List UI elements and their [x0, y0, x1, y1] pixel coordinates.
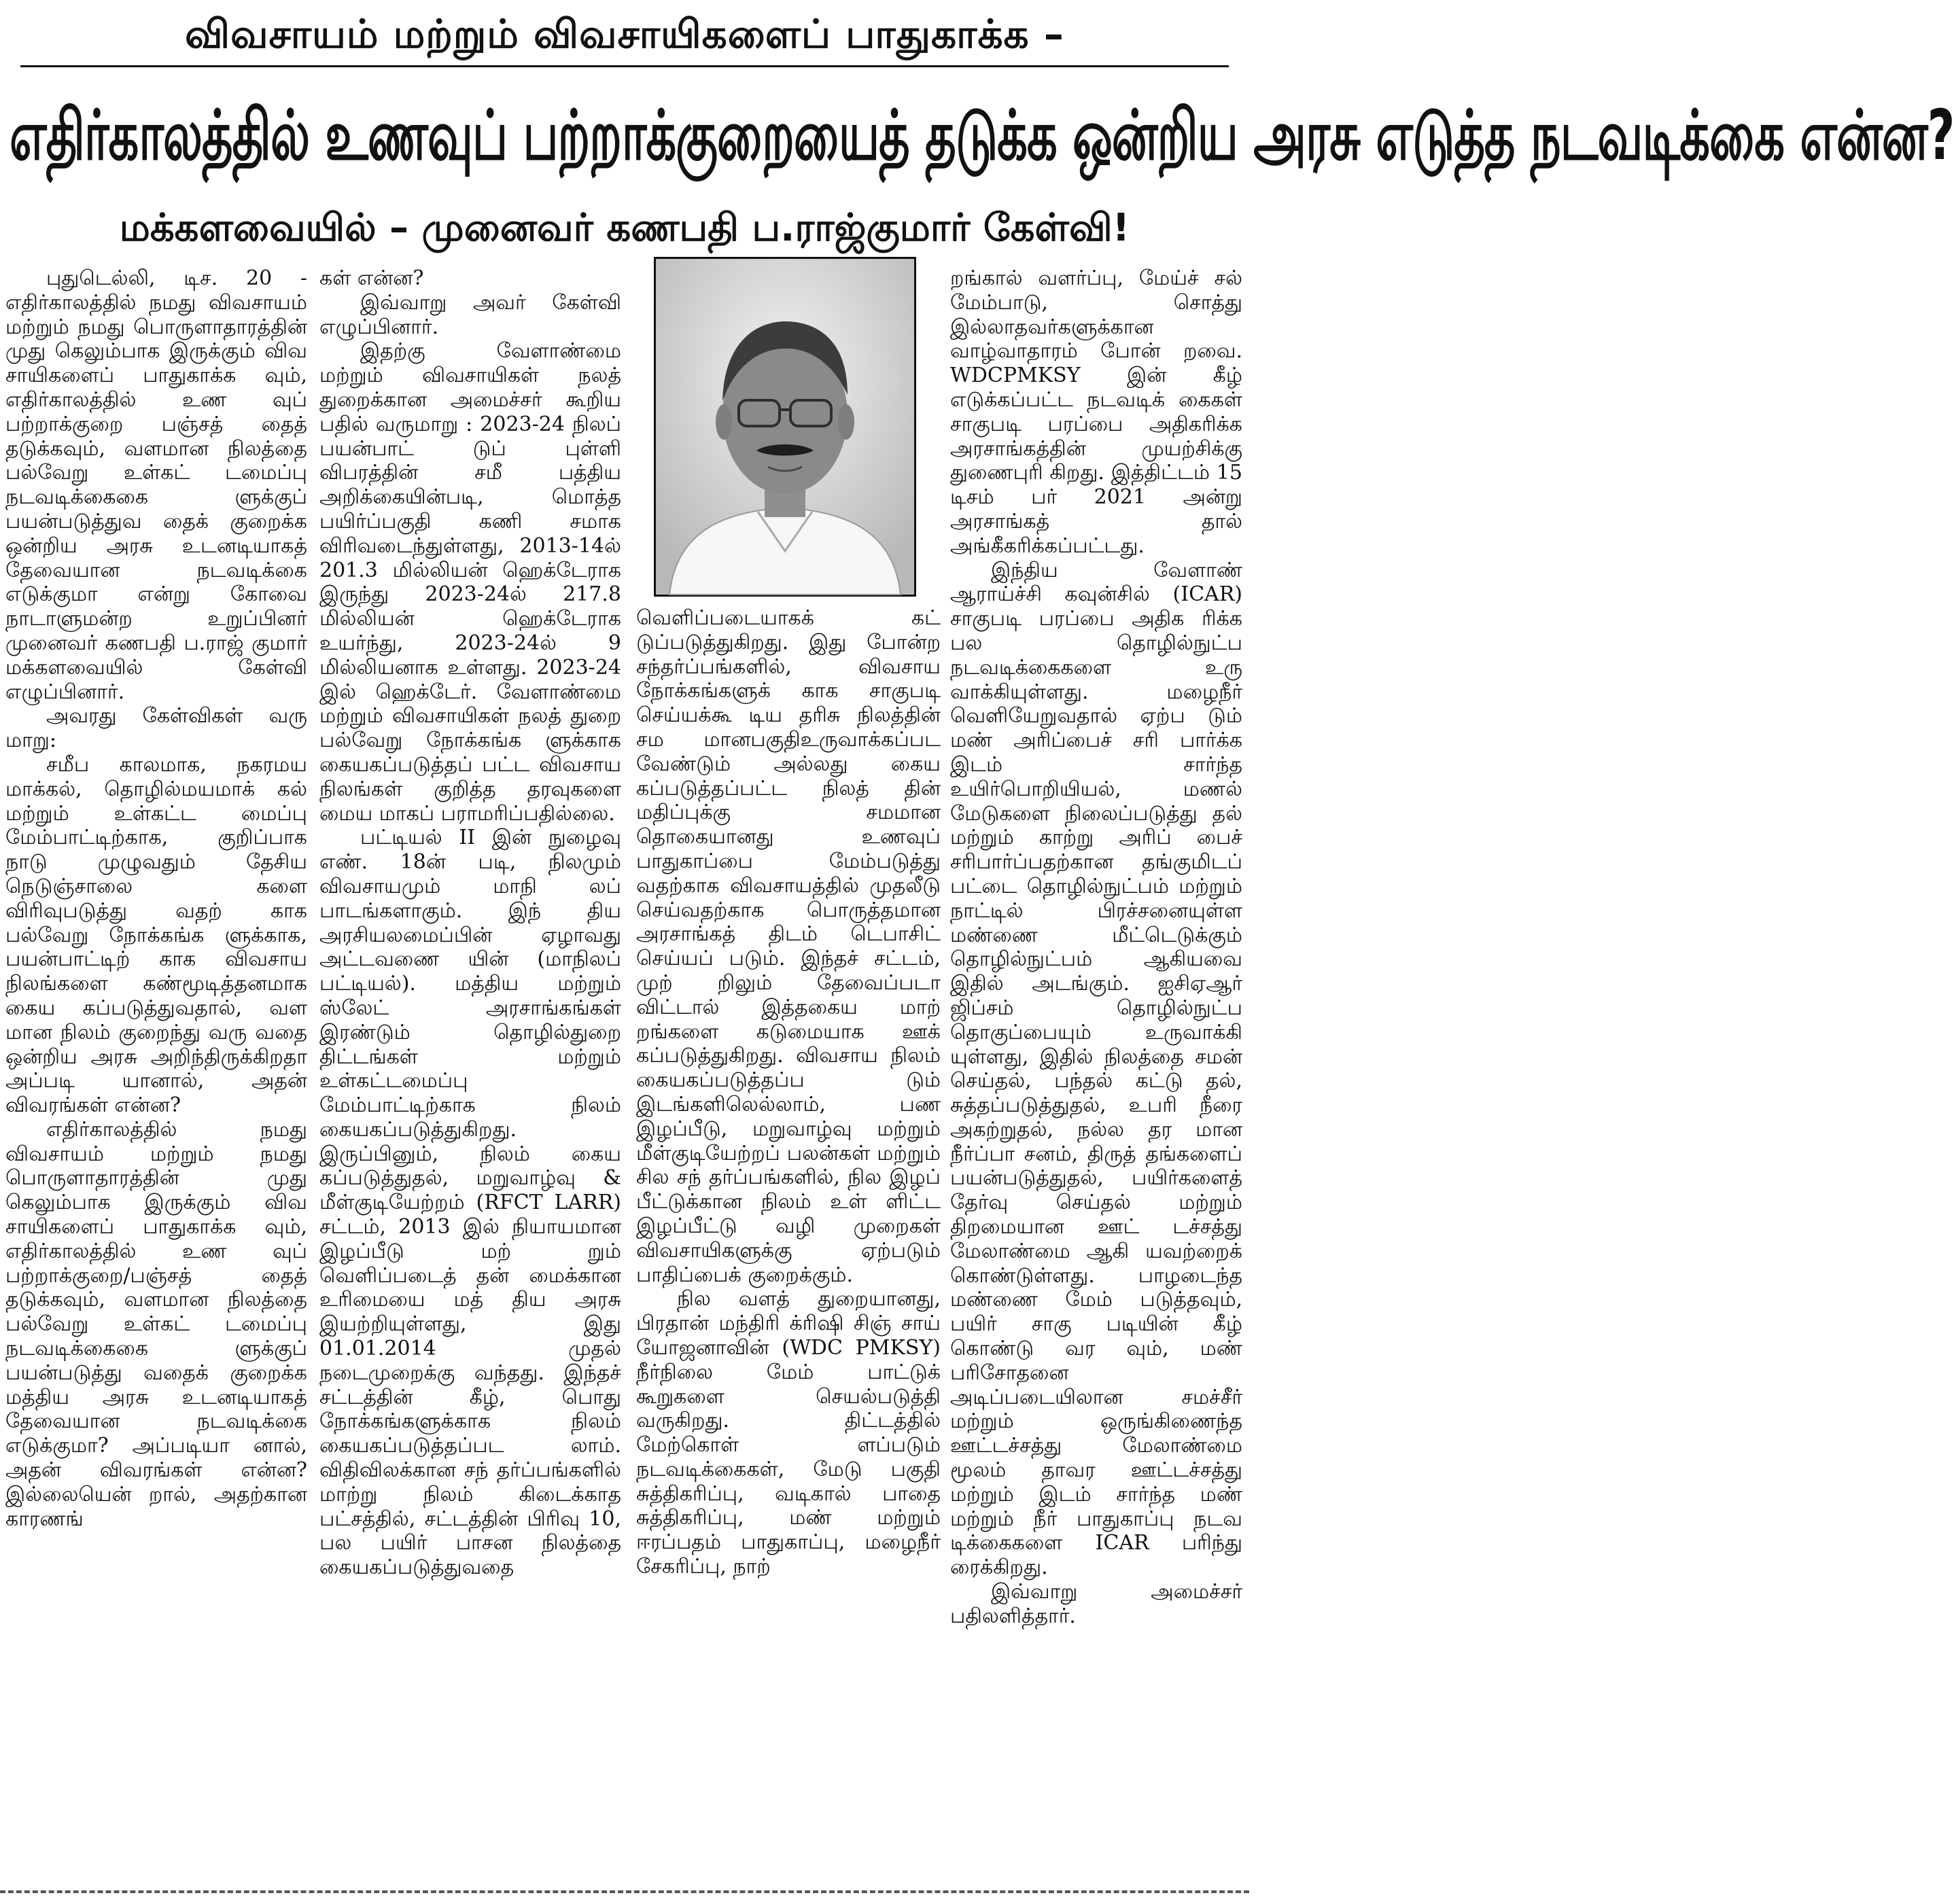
column-2-paragraph-3: இதற்கு வேளாண்மை மற்றும் விவசாயிகள் நலத் துறைக்கான அமைச்சர் கூறிய பதில் வருமாறு : 2023-24 நிலப் பயன்பாட் டுப் புள்ளி விபரத்தின் சமீ பத்திய அறிக்கையின்படி, மொத்த பயிர்ப்பகுதி கணி சமாக விரிவடைந்துள்ளது, 2013-14ல் 201.3 மில்லியன் ஹெக்டேராக இருந்து 2023-24ல் 217.8 மில்லியன் ஹெக்டேராக உயர்ந்து, 2023-24ல் 9 மில்லியனாக உள்ளது. 2023-24 இல் ஹெக்டேர். வேளாண்மை மற்றும் விவசாயிகள் நலத் துறை பல்வேறு நோக்கங்க ளுக்காக கையகப்படுத்தப் பட்ட விவசாய நிலங்கள் குறித்த தரவுகளை மைய மாகப் பராமரிப்பதில்லை.	[319, 339, 621, 826]
column-4-paragraph-3: இவ்வாறு அமைச்சர் பதிலளித்தார்.	[950, 1580, 1242, 1628]
column-1-paragraph-3: சமீப காலமாக, நகரமய மாக்கல், தொழில்மயமாக் கல் மற்றும் உள்கட்ட மைப்பு மேம்பாட்டிற்காக, குறிப்பாக நாடு முழுவதும் தேசிய நெடுஞ்சாலை களை விரிவுபடுத்து வதற் காக பல்வேறு நோக்கங்க ளுக்காக, பயன்பாட்டிற் காக விவசாய நிலங்களை கண்மூடித்தனமாக கைய கப்படுத்துவதால், வள மான நிலம் குறைந்து வரு வதை ஒன்றிய அரசு அறிந்திருக்கிறதா அப்படி யானால், அதன் விவரங்கள் என்ன?	[5, 752, 307, 1118]
portrait-photo	[654, 257, 916, 597]
column-3-paragraph-2: நில வளத் துறையானது, பிரதான் மந்திரி க்ரிஷி சிஞ் சாய் யோஜனாவின் (WDC PMKSY) நீர்நிலை மேம் பாட்டுக் கூறுகளை செயல்படுத்தி வருகிறது. திட்டத்தில் மேற்கொள் ளப்படும் நடவடிக்கைகள், மேடு பகுதி சுத்திகரிப்பு, வடிகால் பாதை சுத்திகரிப்பு, மண் மற்றும் ஈரப்பதம் பாதுகாப்பு, மழைநீர் சேகரிப்பு, நாற்	[636, 1287, 941, 1579]
article-column-4	[950, 266, 1242, 1875]
article-column-1	[5, 266, 307, 1875]
column-3-paragraph-1: வெளிப்படையாகக் கட் டுப்படுத்துகிறது. இது போன்ற சந்தர்ப்பங்களில், விவசாய நோக்கங்களுக் காக சாகுபடி செய்யக்கூ டிய தரிசு நிலத்தின் சம மானபகுதிஉருவாக்கப்பட வேண்டும் அல்லது கைய கப்படுத்தப்பட்ட நிலத் தின் மதிப்புக்கு சமமான தொகையானது உணவுப் பாதுகாப்பை மேம்படுத்து வதற்காக விவசாயத்தில் முதலீடு செய்வதற்காக பொருத்தமான அரசாங்கத் திடம் டெபாசிட் செய்யப் படும். இந்தச் சட்டம், முற் றிலும் தேவைப்படா விட்டால் இத்தகைய மாற் றங்களை கடுமையாக ஊக் கப்படுத்துகிறது. விவசாய நிலம் கையகப்படுத்தப்ப டும் இடங்களிலெல்லாம், பண இழப்பீடு, மறுவாழ்வு மற்றும் மீள்குடியேற்றப் பலன்கள் மற்றும் சில சந் தர்ப்பங்களில், நில இழப் பீட்டுக்கான நிலம் உள் ளிட்ட இழப்பீட்டு வழி முறைகள் விவசாயிகளுக்கு ஏற்படும் பாதிப்பைக் குறைக்கும்.	[636, 606, 941, 1287]
column-4-paragraph-2: இந்திய வேளாண் ஆராய்ச்சி கவுன்சில் (ICAR) சாகுபடி பரப்பை அதிக ரிக்க பல தொழில்நுட்ப நடவடிக்கைகளை உரு வாக்கியுள்ளது. மழைநீர் வெளியேறுவதால் ஏற்ப டும் மண் அரிப்பைச் சரி பார்க்க இடம் சார்ந்த உயிர்பொறியியல், மணல் மேடுகளை நிலைப்படுத்து தல் மற்றும் காற்று அரிப் பைச் சரிபார்ப்பதற்கான தங்குமிடப் பட்டை தொழில்நுட்பம் மற்றும் நாட்டில் பிரச்சனையுள்ள மண்ணை மீட்டெடுக்கும் தொழில்நுட்பம் ஆகியவை இதில் அடங்கும். ஐசிஏஆர் ஜிப்சம் தொழில்நுட்ப தொகுப்பையும் உருவாக்கி யுள்ளது, இதில் நிலத்தை சமன் செய்தல், பந்தல் கட்டு தல், சுத்தப்படுத்துதல், உபரி நீரை அகற்றுதல், நல்ல தர மான நீர்ப்பா சனம், திருத் தங்களைப் பயன்படுத்துதல், பயிர்களைத் தேர்வு செய்தல் மற்றும் திறமையான ஊட் டச்சத்து மேலாண்மை ஆகி யவற்றைக் கொண்டுள்ளது. பாழடைந்த மண்ணை மேம் படுத்தவும், பயிர் சாகு படியின் கீழ் கொண்டு வர வும், மண் பரிசோதனை அடிப்படையிலான சமச்சீர் மற்றும் ஒருங்கிணைந்த ஊட்டச்சத்து மேலாண்மை மூலம் தாவர ஊட்டச்சத்து மற்றும் இடம் சார்ந்த மண் மற்றும் நீர் பாதுகாப்பு நடவ டிக்கைகளை ICAR பரிந்து ரைக்கிறது.	[950, 558, 1242, 1580]
column-1-paragraph-1: புதுடெல்லி, டிச. 20 - எதிர்காலத்தில் நமது விவசாயம் மற்றும் நமது பொருளாதாரத்தின் முது கெலும்பாக இருக்கும் விவ சாயிகளைப் பாதுகாக்க வும், எதிர்காலத்தில் உண வுப் பற்றாக்குறை பஞ்சத் தைத் தடுக்கவும், வளமான நிலத்தை பல்வேறு உள்கட் டமைப்பு நடவடிக்கைகை ளுக்குப் பயன்படுத்துவ தைக் குறைக்க ஒன்றிய அரசு உடனடியாகத் தேவையான நடவடிக்கை எடுக்குமா என்று கோவை நாடாளுமன்ற உறுப்பினர் முனைவர் கணபதி ப.ராஜ் குமார் மக்களவையில் கேள்வி எழுப்பினார்.	[5, 266, 307, 704]
column-1-paragraph-2: அவரது கேள்விகள் வரு மாறு:	[5, 704, 307, 753]
column-2-paragraph-2: இவ்வாறு அவர் கேள்வி எழுப்பினார்.	[319, 290, 621, 339]
column-4-paragraph-1: றங்கால் வளர்ப்பு, மேய்ச் சல் மேம்பாடு, சொத்து இல்லாதவர்களுக்கான வாழ்வாதாரம் போன் றவை. WDCPMKSY இன் கீழ் எடுக்கப்பட்ட நடவடிக் கைகள் சாகுபடி பரப்பை அதிகரிக்க அரசாங்கத்தின் முயற்சிக்கு துணைபுரி கிறது. இத்திட்டம் 15 டிசம் பர் 2021 அன்று அரசாங்கத் தால் அங்கீகரிக்கப்பட்டது.	[950, 266, 1242, 558]
bottom-dashed-rule	[0, 1890, 1249, 1893]
article-column-3	[636, 606, 941, 1875]
column-2-paragraph-1: கள் என்ன?	[319, 266, 424, 290]
portrait-illustration	[656, 259, 914, 595]
column-1-paragraph-4: எதிர்காலத்தில் நமது விவசாயம் மற்றும் நமது பொருளாதாரத்தின் முது கெலும்பாக இருக்கும் விவ சாயிகளைப் பாதுகாக்க வும், எதிர்காலத்தில் உண வுப் பற்றாக்குறை/பஞ்சத் தைத் தடுக்கவும், வளமான நிலத்தை பல்வேறு உள்கட் டமைப்பு நடவடிக்கைகை ளுக்குப் பயன்படுத்து வதைக் குறைக்க மத்திய அரசு உடனடியாகத் தேவையான நடவடிக்கை எடுக்குமா? அப்படியா னால், அதன் விவரங்கள் என்ன? இல்லையென் றால், அதற்கான காரணங்	[5, 1117, 307, 1531]
article-column-2	[319, 266, 621, 1875]
column-2-paragraph-4: பட்டியல் II இன் நுழைவு எண். 18ன் படி, நிலமும் விவசாயமும் மாநி லப் பாடங்களாகும். இந் திய அரசியலமைப்பின் ஏழாவது அட்டவணை யின் (மாநிலப் பட்டியல்). மத்திய மற்றும் ஸ்லேட் அரசாங்கங்கள் இரண்டும் தொழில்துறை திட்டங்கள் மற்றும் உள்கட்டமைப்பு மேம்பாட்டிற்காக நிலம் கையகப்படுத்துகிறது. இருப்பினும், நிலம் கைய கப்படுத்துதல், மறுவாழ்வு & மீள்குடியேற்றம் (RFCT LARR) சட்டம், 2013 இல் நியாயமான இழப்பீடு மற் றும் வெளிப்படைத் தன் மைக்கான உரிமையை மத் திய அரசு இயற்றியுள்ளது, இது 01.01.2014 முதல் நடைமுறைக்கு வந்தது. இந்தச் சட்டத்தின் கீழ், பொது நோக்கங்களுக்காக நிலம் கையகப்படுத்தப்பட லாம். விதிவிலக்கான சந் தர்ப்பங்களில் மாற்று நிலம் கிடைக்காத பட்சத்தில், சட்டத்தின் பிரிவு 10, பல பயிர் பாசன நிலத்தை கையகப்படுத்துவதை	[319, 826, 621, 1580]
article-headline: எதிர்காலத்தில் உணவுப் பற்றாக்குறையைத் தடுக்க ஒன்றிய அரசு எடுத்த நடவடிக்கை என்ன?	[10, 94, 1954, 176]
article-subheadline: மக்களவையில் – முனைவர் கணபதி ப.ராஜ்குமார் கேள்வி!	[119, 206, 1130, 250]
article-kicker: விவசாயம் மற்றும் விவசாயிகளைப் பாதுகாக்க –	[185, 11, 1064, 57]
